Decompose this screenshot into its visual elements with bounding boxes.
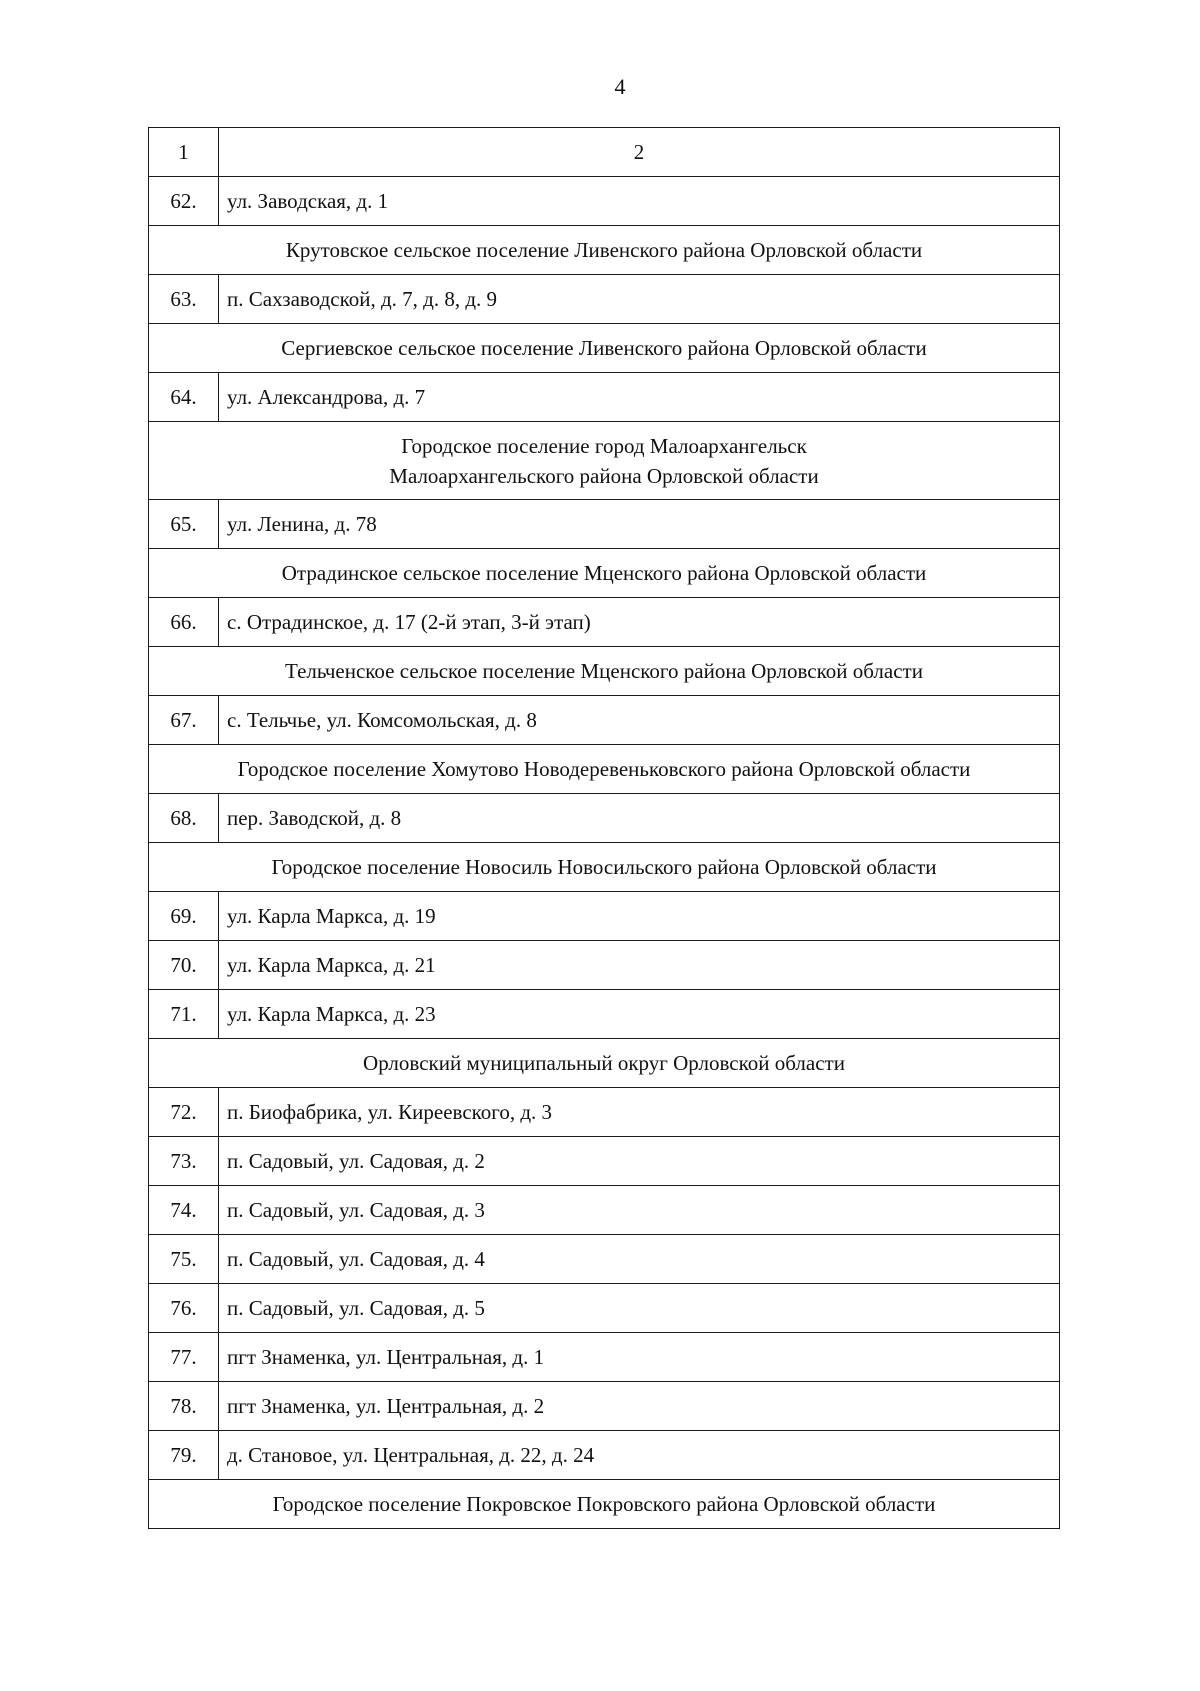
section-row — [149, 422, 1060, 500]
table-row — [149, 1088, 1060, 1137]
table-row — [149, 275, 1060, 324]
row-number: 71. — [149, 990, 219, 1039]
section-title: Тельченское сельское поселение Мценского района Орловской области — [149, 647, 1060, 696]
row-address: пгт Знаменка, ул. Центральная, д. 1 — [219, 1333, 1060, 1382]
table-row — [149, 500, 1060, 549]
row-address: ул. Александрова, д. 7 — [219, 373, 1060, 422]
row-number: 70. — [149, 941, 219, 990]
table-header-row — [149, 128, 1060, 177]
row-number: 65. — [149, 500, 219, 549]
table-row — [149, 941, 1060, 990]
row-number: 62. — [149, 177, 219, 226]
table-row — [149, 1382, 1060, 1431]
section-title-line-1: Городское поселение город Малоархангельск — [401, 433, 807, 458]
section-title: Отрадинское сельское поселение Мценского района Орловской области — [149, 549, 1060, 598]
table-row — [149, 1333, 1060, 1382]
section-title: Крутовское сельское поселение Ливенского района Орловской области — [149, 226, 1060, 275]
row-number: 69. — [149, 892, 219, 941]
row-number: 74. — [149, 1186, 219, 1235]
table-row — [149, 1284, 1060, 1333]
row-number: 72. — [149, 1088, 219, 1137]
section-title: Городское поселение Хомутово Новодеревеньковского района Орловской области — [149, 745, 1060, 794]
row-address: п. Сахзаводской, д. 7, д. 8, д. 9 — [219, 275, 1060, 324]
table-row — [149, 1235, 1060, 1284]
row-address: д. Становое, ул. Центральная, д. 22, д. 24 — [219, 1431, 1060, 1480]
section-title — [149, 422, 1060, 500]
table-row — [149, 373, 1060, 422]
table-row — [149, 1431, 1060, 1480]
row-address: с. Тельчье, ул. Комсомольская, д. 8 — [219, 696, 1060, 745]
row-address: ул. Ленина, д. 78 — [219, 500, 1060, 549]
section-row — [149, 745, 1060, 794]
table-row — [149, 598, 1060, 647]
section-row — [149, 324, 1060, 373]
section-row — [149, 549, 1060, 598]
header-col-2: 2 — [219, 128, 1060, 177]
table-row — [149, 177, 1060, 226]
section-row — [149, 1480, 1060, 1529]
section-row — [149, 1039, 1060, 1088]
table-row — [149, 1137, 1060, 1186]
row-address: п. Садовый, ул. Садовая, д. 5 — [219, 1284, 1060, 1333]
row-number: 73. — [149, 1137, 219, 1186]
address-table — [148, 127, 1060, 1529]
page-number: 4 — [614, 74, 626, 99]
section-title: Городское поселение Новосиль Новосильского района Орловской области — [149, 843, 1060, 892]
section-title: Сергиевское сельское поселение Ливенского района Орловской области — [149, 324, 1060, 373]
header-col-1: 1 — [149, 128, 219, 177]
section-row — [149, 843, 1060, 892]
row-address: пгт Знаменка, ул. Центральная, д. 2 — [219, 1382, 1060, 1431]
section-title-line-2: Малоархангельского района Орловской области — [389, 463, 819, 488]
section-title: Орловский муниципальный округ Орловской области — [149, 1039, 1060, 1088]
row-address: с. Отрадинское, д. 17 (2-й этап, 3-й этап) — [219, 598, 1060, 647]
row-address: п. Биофабрика, ул. Киреевского, д. 3 — [219, 1088, 1060, 1137]
row-number: 77. — [149, 1333, 219, 1382]
row-number: 79. — [149, 1431, 219, 1480]
row-address: п. Садовый, ул. Садовая, д. 3 — [219, 1186, 1060, 1235]
row-number: 67. — [149, 696, 219, 745]
row-number: 64. — [149, 373, 219, 422]
table-row — [149, 990, 1060, 1039]
table-row — [149, 696, 1060, 745]
row-number: 78. — [149, 1382, 219, 1431]
section-row — [149, 647, 1060, 696]
row-number: 75. — [149, 1235, 219, 1284]
table-row — [149, 1186, 1060, 1235]
row-number: 68. — [149, 794, 219, 843]
row-number: 66. — [149, 598, 219, 647]
table-row — [149, 794, 1060, 843]
row-address: ул. Карла Маркса, д. 19 — [219, 892, 1060, 941]
row-address: п. Садовый, ул. Садовая, д. 2 — [219, 1137, 1060, 1186]
row-address: ул. Карла Маркса, д. 23 — [219, 990, 1060, 1039]
table-row — [149, 892, 1060, 941]
row-number: 76. — [149, 1284, 219, 1333]
section-row — [149, 226, 1060, 275]
section-title: Городское поселение Покровское Покровского района Орловской области — [149, 1480, 1060, 1529]
row-address: п. Садовый, ул. Садовая, д. 4 — [219, 1235, 1060, 1284]
row-address: пер. Заводской, д. 8 — [219, 794, 1060, 843]
row-address: ул. Заводская, д. 1 — [219, 177, 1060, 226]
row-address: ул. Карла Маркса, д. 21 — [219, 941, 1060, 990]
row-number: 63. — [149, 275, 219, 324]
